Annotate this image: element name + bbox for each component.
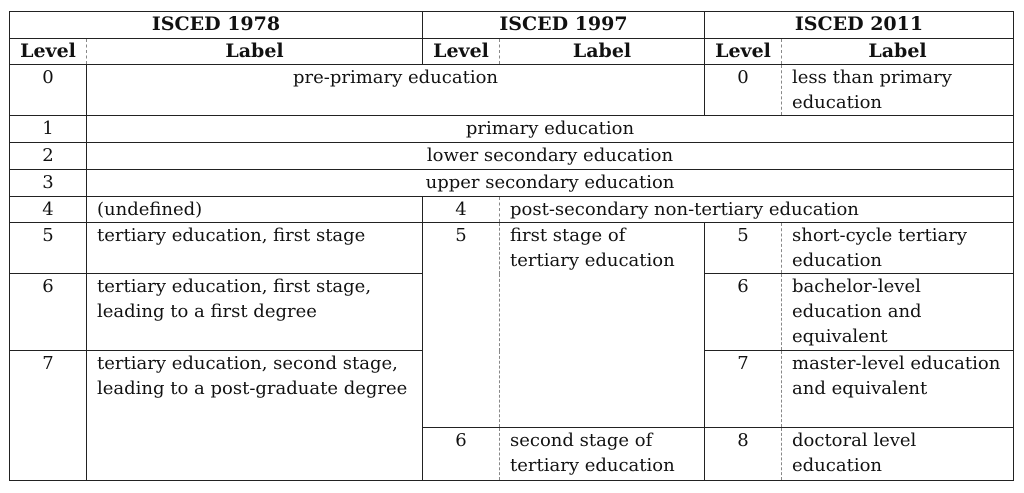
level-cell: 2: [10, 143, 87, 170]
header-label-1978: Label: [87, 39, 423, 65]
level-cell-2011: 8: [705, 428, 782, 481]
label-cell-2011: master-level education and equivalent: [782, 351, 1014, 428]
label-cell: pre-primary education: [87, 65, 705, 116]
header-isced-2011: ISCED 2011: [705, 12, 1014, 39]
label-cell: lower secondary education: [87, 143, 1014, 170]
level-cell-1978: 5: [10, 223, 87, 274]
header-isced-1978: ISCED 1978: [10, 12, 423, 39]
label-cell-1978: tertiary education, first stage, leading to a first degree: [87, 274, 423, 351]
header-isced-1997: ISCED 1997: [423, 12, 705, 39]
label-cell-1997-2011: post-secondary non-tertiary education: [500, 197, 1014, 223]
label-cell-1997: first stage of tertiary education: [500, 223, 705, 428]
header-level-1978: Level: [10, 39, 87, 65]
header-level-1997: Level: [423, 39, 500, 65]
level-cell-2011: 5: [705, 223, 782, 274]
level-cell: 0: [10, 65, 87, 116]
table-row: [10, 170, 1014, 197]
table-row: [10, 223, 1014, 274]
label-cell-1997: second stage of tertiary education: [500, 428, 705, 481]
level-cell-2011: 6: [705, 274, 782, 351]
level-cell-1978: 7: [10, 351, 87, 481]
level-cell: 1: [10, 116, 87, 143]
table-row: [10, 65, 1014, 116]
label-cell-2011: short-cycle tertiary education: [782, 223, 1014, 274]
level-cell-1978: 6: [10, 274, 87, 351]
level-cell-2011: 0: [705, 65, 782, 116]
table-row: [10, 143, 1014, 170]
label-cell-1978: (undefined): [87, 197, 423, 223]
label-cell-2011: doctoral level education: [782, 428, 1014, 481]
label-cell: upper secondary education: [87, 170, 1014, 197]
header-row-versions: [10, 12, 1014, 39]
label-cell-1978: tertiary education, second stage, leading to a post-graduate degree: [87, 351, 423, 481]
isced-comparison-table: [9, 11, 1014, 481]
level-cell-1978: 4: [10, 197, 87, 223]
level-cell-1997: 6: [423, 428, 500, 481]
header-row-columns: [10, 39, 1014, 65]
level-cell-1997-2011: 4: [423, 197, 500, 223]
header-label-2011: Label: [782, 39, 1014, 65]
header-label-1997: Label: [500, 39, 705, 65]
table-row: [10, 116, 1014, 143]
table-row: [10, 197, 1014, 223]
level-cell-2011: 7: [705, 351, 782, 428]
header-level-2011: Level: [705, 39, 782, 65]
label-cell-1978: tertiary education, first stage: [87, 223, 423, 274]
label-cell-2011: less than primary education: [782, 65, 1014, 116]
level-cell: 3: [10, 170, 87, 197]
level-cell-1997: 5: [423, 223, 500, 428]
label-cell: primary education: [87, 116, 1014, 143]
label-cell-2011: bachelor-level education and equivalent: [782, 274, 1014, 351]
